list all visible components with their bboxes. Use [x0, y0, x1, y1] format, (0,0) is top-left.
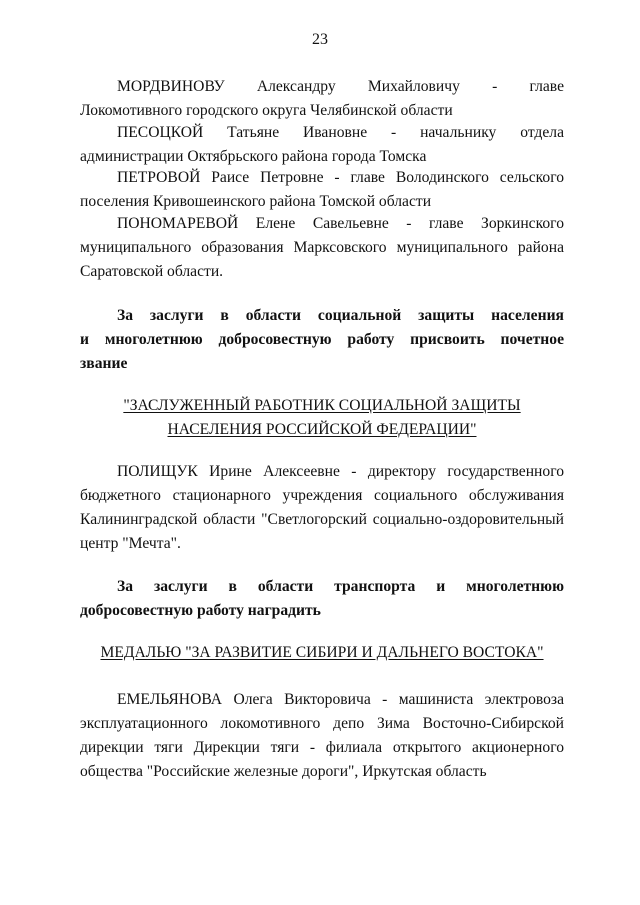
recipient-line: муниципального образования Марксовского муниципального района [80, 239, 564, 256]
decree-line: За заслуги в области транспорта и многолетнюю [117, 578, 564, 595]
decree-line: За заслуги в области социальной защиты населения [117, 307, 564, 324]
decree-social-protection [80, 304, 564, 376]
recipient-line: администрации Октябрьского района города Томска [80, 148, 427, 165]
recipient-line: поселения Кривошеинского района Томской области [80, 193, 432, 210]
heading-line: МЕДАЛЬЮ "ЗА РАЗВИТИЕ СИБИРИ И ДАЛЬНЕГО ВОСТОКА" [100, 644, 544, 661]
decree-line: и многолетнюю добросовестную работу присвоить почетное [80, 331, 564, 348]
recipient-line: ПЕТРОВОЙ Раисе Петровне - главе Володинского сельского [117, 169, 564, 186]
recipient-line: МОРДВИНОВУ Александру Михайловичу - главе [117, 78, 564, 95]
recipient-line: ПОЛИЩУК Ирине Алексеевне - директору государственного [117, 463, 564, 480]
recipient-line: Саратовской области. [80, 263, 224, 280]
recipient-line: ПЕСОЦКОЙ Татьяне Ивановне - начальнику отдела [117, 124, 564, 141]
recipient-line: ЕМЕЛЬЯНОВА Олега Викторовича - машиниста электровоза [117, 691, 564, 708]
decree-transport [80, 575, 564, 623]
recipient-line: центр "Мечта". [80, 535, 181, 552]
recipient-line: общества "Российские железные дороги", Иркутская область [80, 763, 487, 780]
heading-line: "ЗАСЛУЖЕННЫЙ РАБОТНИК СОЦИАЛЬНОЙ ЗАЩИТЫ [123, 397, 521, 414]
recipient-line: бюджетного стационарного учреждения социального обслуживания [80, 487, 564, 504]
page-number: 23 [312, 31, 328, 48]
recipient-line: дирекции тяги Дирекции тяги - филиала открытого акционерного [80, 739, 564, 756]
recipient-line: Калининградской области "Светлогорский социально-оздоровительный [80, 511, 564, 528]
decree-line: звание [80, 355, 128, 372]
honorary-title-heading [80, 394, 564, 442]
decree-line: добросовестную работу наградить [80, 602, 321, 619]
recipient-petrova [80, 166, 564, 214]
heading-line: НАСЕЛЕНИЯ РОССИЙСКОЙ ФЕДЕРАЦИИ" [167, 421, 477, 438]
medal-heading [80, 641, 564, 665]
recipient-line: эксплуатационного локомотивного депо Зима Восточно-Сибирской [80, 715, 564, 732]
recipient-polishchuk [80, 460, 564, 556]
recipient-line: Локомотивного городского округа Челябинской области [80, 102, 453, 119]
recipient-line: ПОНОМАРЕВОЙ Елене Савельевне - главе Зоркинского [117, 215, 564, 232]
recipient-pesotskaya [80, 121, 564, 169]
recipient-mordvinov [80, 75, 564, 123]
recipient-emelyanov [80, 688, 564, 784]
recipient-ponomareva [80, 212, 564, 284]
